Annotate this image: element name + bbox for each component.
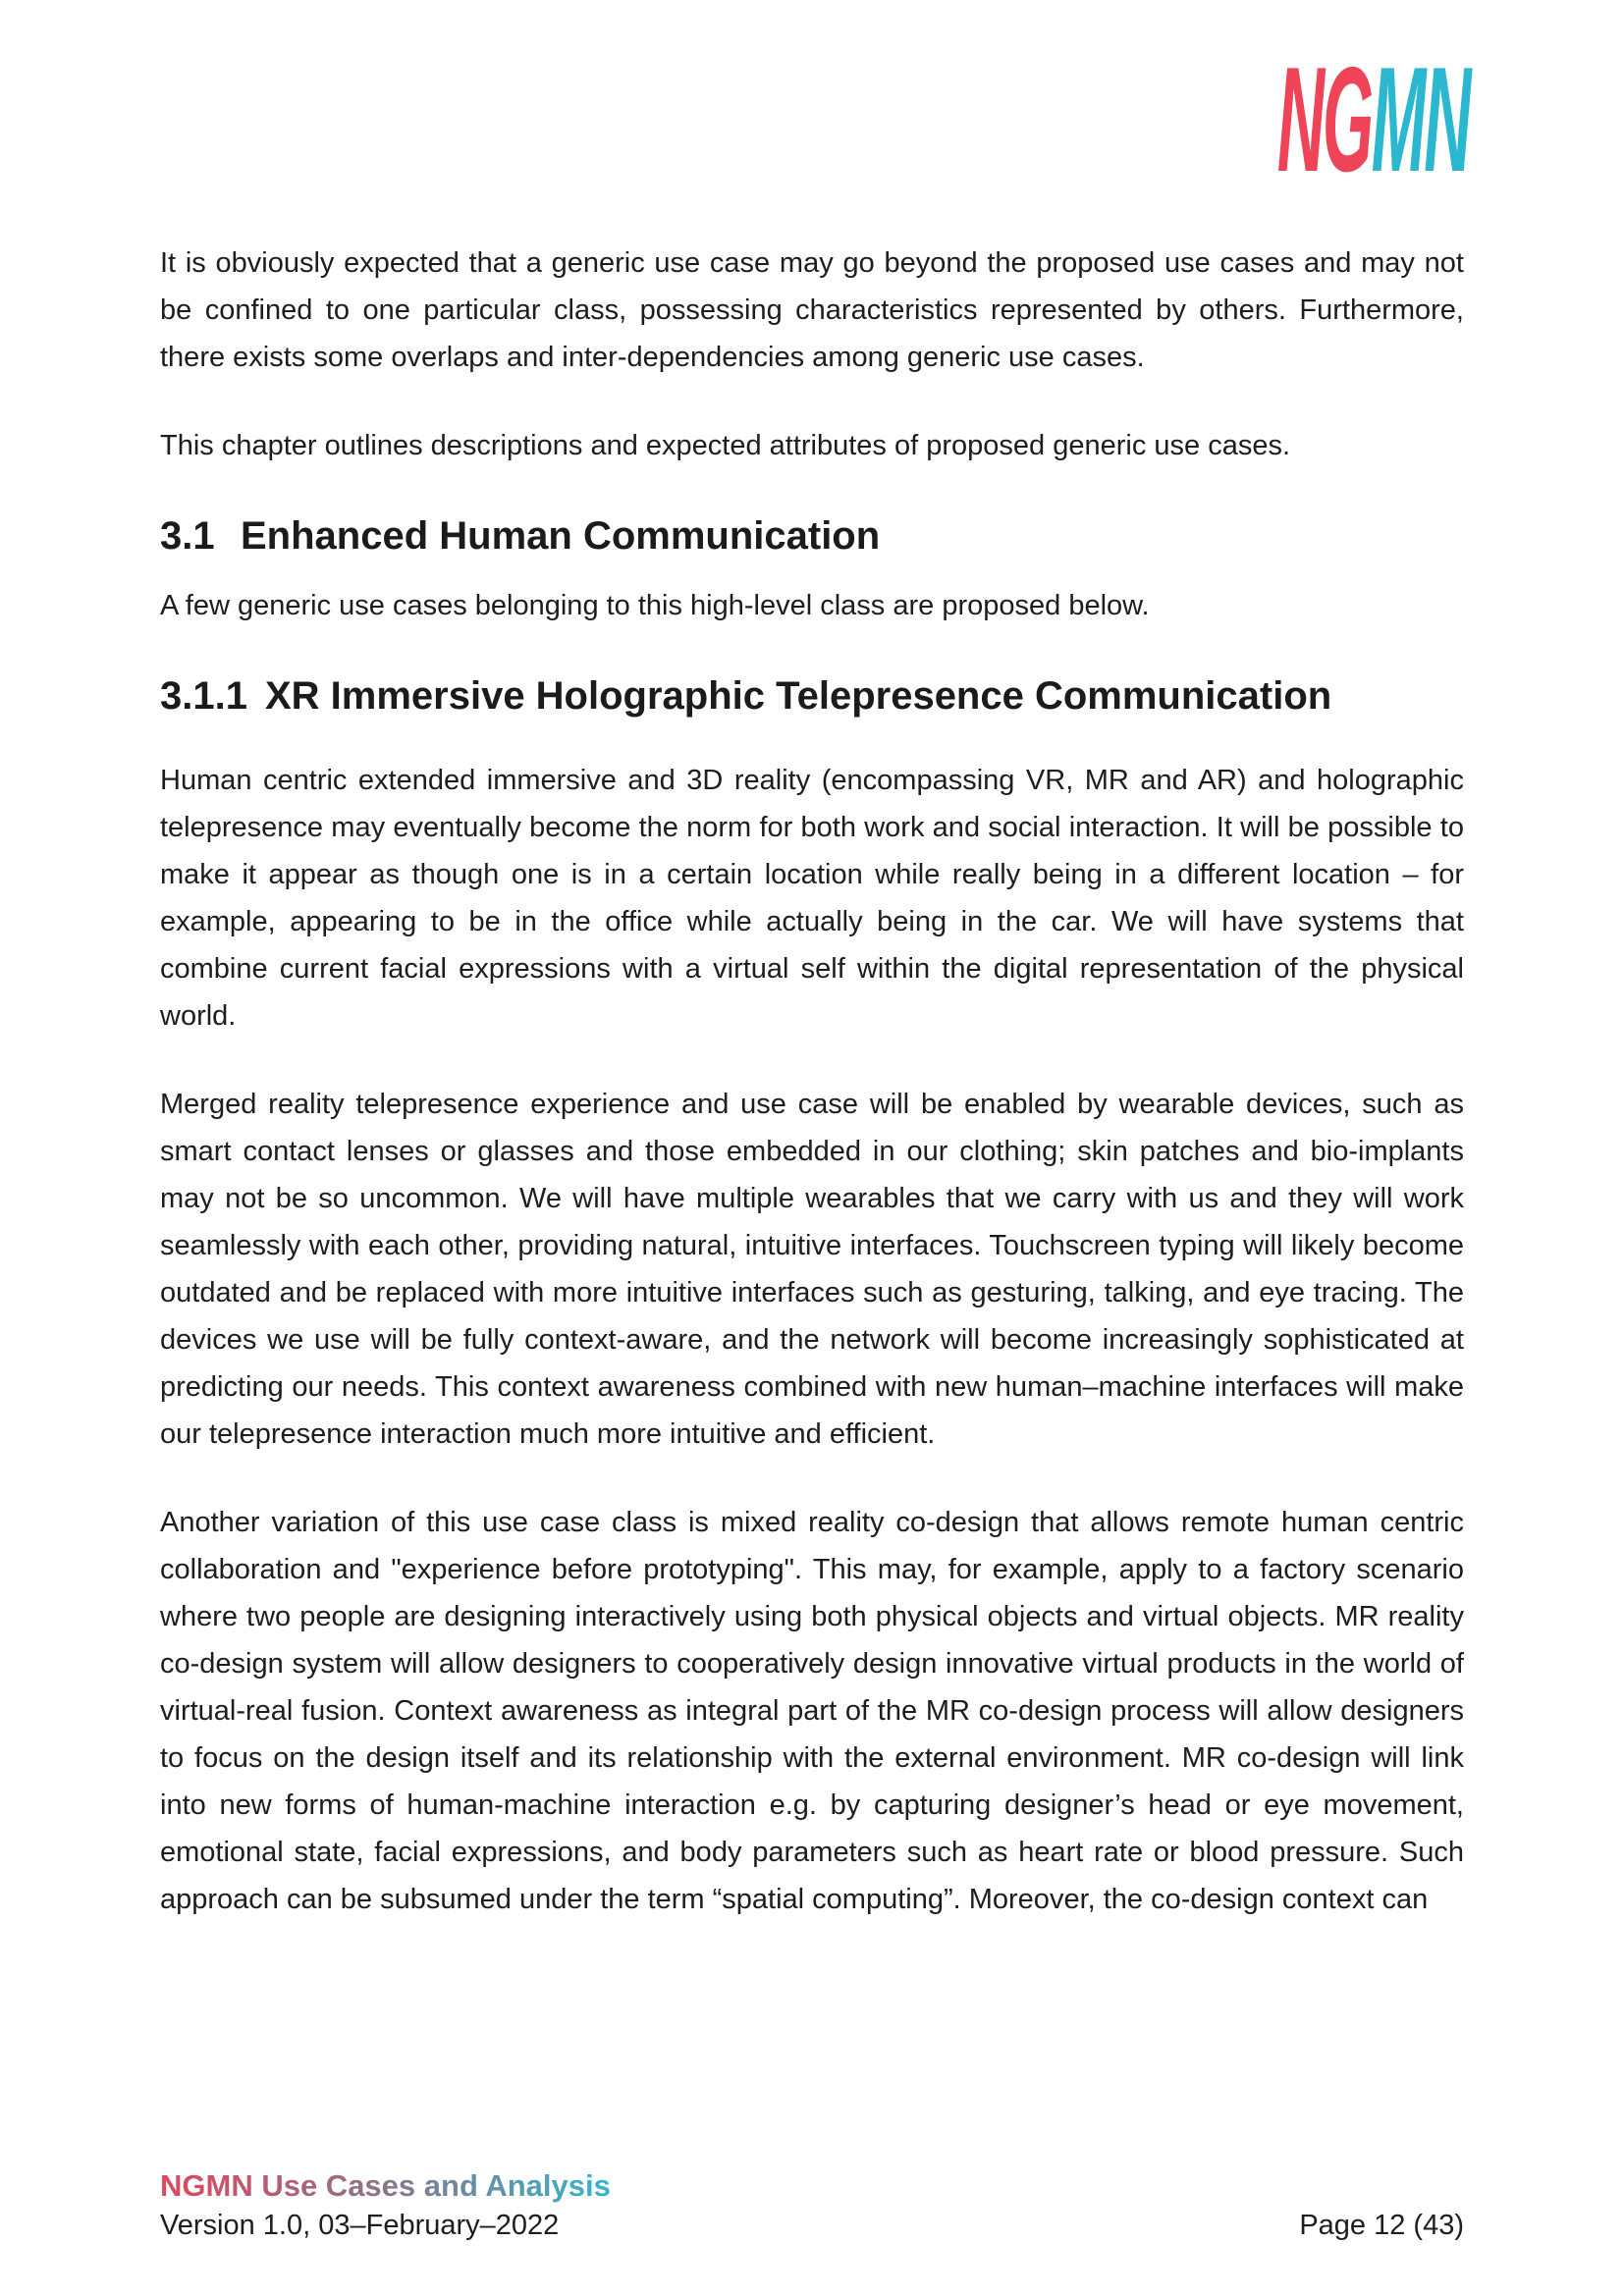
ngmn-logo-ng: NG	[1276, 36, 1372, 203]
intro-paragraph-2: This chapter outlines descriptions and expected attributes of proposed generic use cases.	[160, 430, 1291, 461]
section-number: 3.1.1	[160, 674, 247, 718]
page-footer	[160, 2166, 1464, 2245]
footer-version: Version 1.0, 03–February–2022	[160, 2210, 560, 2241]
footer-doc-title: NGMN Use Cases and Analysis	[160, 2166, 611, 2206]
ngmn-logo	[1276, 36, 1469, 203]
footer-page-number: Page 12 (43)	[1299, 2210, 1464, 2241]
section-title: XR Immersive Holographic Telepresence Communication	[264, 674, 1332, 718]
section-title: Enhanced Human Communication	[241, 514, 881, 558]
section-heading-3-1-1	[160, 670, 1464, 721]
section-number: 3.1	[160, 514, 215, 558]
section-3-1-1-paragraph-1: Human centric extended immersive and 3D reality (encompassing VR, MR and AR) and holographic telepresence may eventually become the norm for both work and social interaction. It will be possible to make it appear as though one is in a certain location while really being in a different location – for example, appearing to be in the office while actually being in the car. We will have systems that combine current facial expressions with a virtual self within the digital representation of the physical world.	[160, 765, 1464, 1032]
page-body	[160, 240, 1464, 1964]
ngmn-logo-mn: MN	[1371, 36, 1469, 203]
section-3-1-paragraph-1: A few generic use cases belonging to this high-level class are proposed below.	[160, 590, 1150, 621]
intro-paragraph-1: It is obviously expected that a generic use case may go beyond the proposed use cases and may not be confined to one particular class, possessing characteristics represented by others. Furthermore, there exists some overlaps and inter-dependencies among generic use cases.	[160, 247, 1464, 373]
section-3-1-1-paragraph-2: Merged reality telepresence experience and use case will be enabled by wearable devices, such as smart contact lenses or glasses and those embedded in our clothing; skin patches and bio-implants may not be so uncommon. We will have multiple wearables that we carry with us and they will work seamlessly with each other, providing natural, intuitive interfaces. Touchscreen typing will likely become outdated and be replaced with more intuitive interfaces such as gesturing, talking, and eye tracing. The devices we use will be fully context-aware, and the network will become increasingly sophisticated at predicting our needs. This context awareness combined with new human–machine interfaces will make our telepresence interaction much more intuitive and efficient.	[160, 1089, 1464, 1450]
section-3-1-1-paragraph-3: Another variation of this use case class is mixed reality co-design that allows remote human centric collaboration and "experience before prototyping". This may, for example, apply to a factory scenario where two people are designing interactively using both physical objects and virtual objects. MR reality co-design system will allow designers to cooperatively design innovative virtual products in the world of virtual-real fusion. Context awareness as integral part of the MR co-design process will allow designers to focus on the design itself and its relationship with the external environment. MR co-design will link into new forms of human-machine interaction e.g. by capturing designer’s head or eye movement, emotional state, facial expressions, and body parameters such as heart rate or blood pressure. Such approach can be subsumed under the term “spatial computing”. Moreover, the co-design context can	[160, 1507, 1464, 1915]
section-heading-3-1	[160, 510, 1464, 561]
